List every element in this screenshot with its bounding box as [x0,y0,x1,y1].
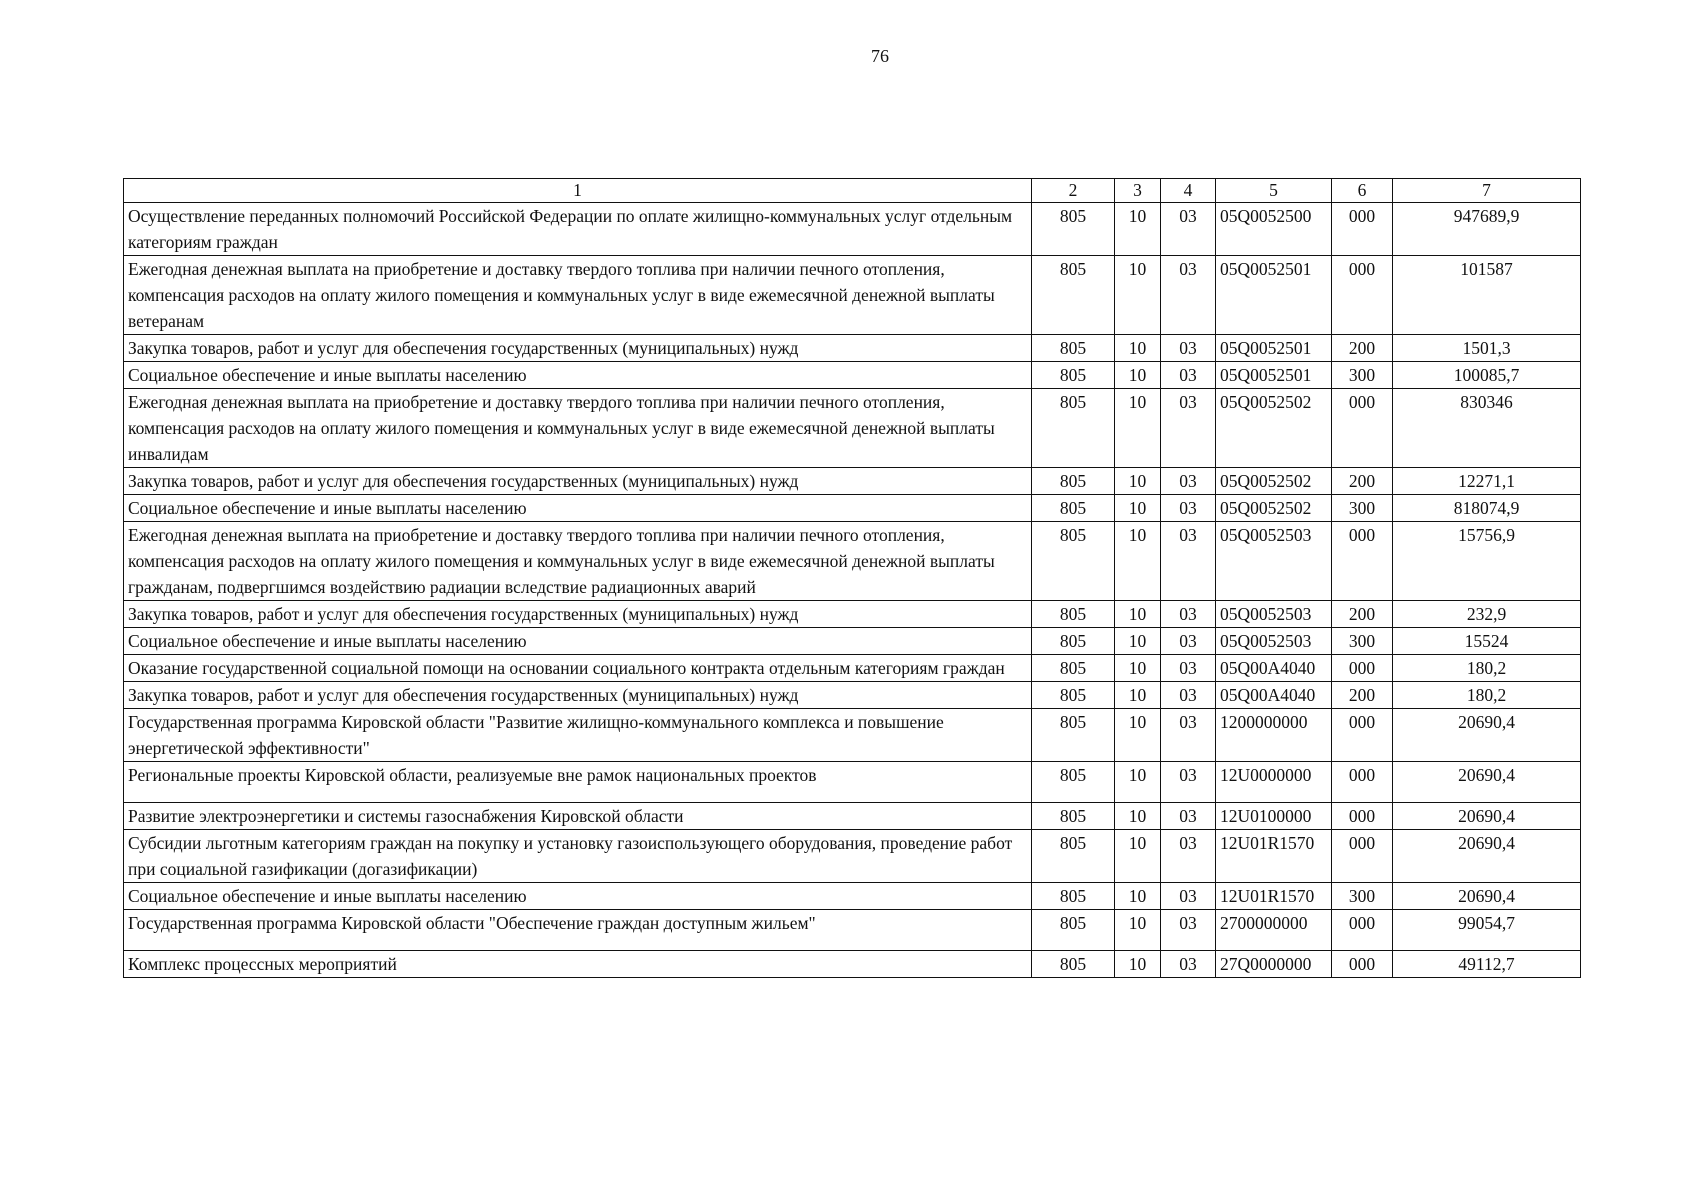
row-amount-cell: 20690,4 [1393,883,1581,910]
row-target-article-cell: 05Q0052503 [1216,522,1332,601]
table-row [124,682,1581,709]
row-admin-code-cell: 805 [1032,951,1115,978]
row-name-cell: Социальное обеспечение и иные выплаты населению [124,495,1032,522]
row-amount-cell: 15524 [1393,628,1581,655]
row-admin-code-cell: 805 [1032,830,1115,883]
table-row [124,468,1581,495]
row-expense-type-cell: 300 [1332,883,1393,910]
row-name-cell: Осуществление переданных полномочий Российской Федерации по оплате жилищно-коммунальных услуг отдельным категориям граждан [124,203,1032,256]
row-target-article-cell: 05Q0052502 [1216,468,1332,495]
row-name-cell: Государственная программа Кировской области "Обеспечение граждан доступным жильем" [124,910,1032,951]
row-expense-type-cell: 200 [1332,682,1393,709]
table-row [124,655,1581,682]
row-name-cell: Региональные проекты Кировской области, реализуемые вне рамок национальных проектов [124,762,1032,803]
row-section-cell: 10 [1115,628,1161,655]
row-subsection-cell: 03 [1161,830,1216,883]
row-target-article-cell: 05Q0052501 [1216,362,1332,389]
row-section-cell: 10 [1115,468,1161,495]
header-cell: 4 [1161,179,1216,203]
row-expense-type-cell: 000 [1332,803,1393,830]
row-amount-cell: 20690,4 [1393,709,1581,762]
row-subsection-cell: 03 [1161,468,1216,495]
row-amount-cell: 101587 [1393,256,1581,335]
row-section-cell: 10 [1115,709,1161,762]
row-target-article-cell: 05Q00A4040 [1216,682,1332,709]
table-row [124,203,1581,256]
row-name-cell: Государственная программа Кировской области "Развитие жилищно-коммунального комплекса и повышение энергетической эффективности" [124,709,1032,762]
row-expense-type-cell: 000 [1332,203,1393,256]
row-name-cell: Субсидии льготным категориям граждан на покупку и установку газоиспользующего оборудования, проведение работ при социальной газификации (догазификации) [124,830,1032,883]
row-admin-code-cell: 805 [1032,762,1115,803]
row-expense-type-cell: 000 [1332,709,1393,762]
row-name-cell: Комплекс процессных мероприятий [124,951,1032,978]
table-row [124,362,1581,389]
table-row [124,830,1581,883]
row-expense-type-cell: 300 [1332,628,1393,655]
row-subsection-cell: 03 [1161,951,1216,978]
row-section-cell: 10 [1115,495,1161,522]
row-target-article-cell: 12U01R1570 [1216,883,1332,910]
row-expense-type-cell: 300 [1332,362,1393,389]
row-section-cell: 10 [1115,910,1161,951]
row-subsection-cell: 03 [1161,362,1216,389]
header-cell: 5 [1216,179,1332,203]
row-expense-type-cell: 200 [1332,601,1393,628]
header-cell: 2 [1032,179,1115,203]
row-section-cell: 10 [1115,362,1161,389]
row-amount-cell: 818074,9 [1393,495,1581,522]
row-name-cell: Оказание государственной социальной помощи на основании социального контракта отдельным категориям граждан [124,655,1032,682]
row-expense-type-cell: 200 [1332,335,1393,362]
table-row [124,335,1581,362]
row-amount-cell: 100085,7 [1393,362,1581,389]
row-admin-code-cell: 805 [1032,362,1115,389]
row-expense-type-cell: 300 [1332,495,1393,522]
row-admin-code-cell: 805 [1032,335,1115,362]
table-row [124,495,1581,522]
row-name-cell: Социальное обеспечение и иные выплаты населению [124,362,1032,389]
row-amount-cell: 20690,4 [1393,830,1581,883]
row-section-cell: 10 [1115,389,1161,468]
row-expense-type-cell: 000 [1332,389,1393,468]
row-subsection-cell: 03 [1161,495,1216,522]
row-subsection-cell: 03 [1161,883,1216,910]
row-amount-cell: 15756,9 [1393,522,1581,601]
row-amount-cell: 232,9 [1393,601,1581,628]
row-amount-cell: 12271,1 [1393,468,1581,495]
row-admin-code-cell: 805 [1032,910,1115,951]
row-section-cell: 10 [1115,203,1161,256]
row-amount-cell: 20690,4 [1393,803,1581,830]
row-admin-code-cell: 805 [1032,709,1115,762]
row-expense-type-cell: 000 [1332,655,1393,682]
row-target-article-cell: 27Q0000000 [1216,951,1332,978]
row-amount-cell: 830346 [1393,389,1581,468]
header-cell: 3 [1115,179,1161,203]
row-amount-cell: 99054,7 [1393,910,1581,951]
row-admin-code-cell: 805 [1032,655,1115,682]
table-row [124,883,1581,910]
row-admin-code-cell: 805 [1032,203,1115,256]
table-row [124,910,1581,951]
row-amount-cell: 49112,7 [1393,951,1581,978]
row-subsection-cell: 03 [1161,389,1216,468]
row-section-cell: 10 [1115,830,1161,883]
table-row [124,389,1581,468]
row-section-cell: 10 [1115,803,1161,830]
header-cell: 6 [1332,179,1393,203]
row-section-cell: 10 [1115,256,1161,335]
row-subsection-cell: 03 [1161,335,1216,362]
row-expense-type-cell: 000 [1332,256,1393,335]
row-name-cell: Социальное обеспечение и иные выплаты населению [124,883,1032,910]
row-name-cell: Закупка товаров, работ и услуг для обеспечения государственных (муниципальных) нужд [124,468,1032,495]
table-row [124,951,1581,978]
row-name-cell: Закупка товаров, работ и услуг для обеспечения государственных (муниципальных) нужд [124,601,1032,628]
row-target-article-cell: 1200000000 [1216,709,1332,762]
row-admin-code-cell: 805 [1032,256,1115,335]
row-name-cell: Ежегодная денежная выплата на приобретение и доставку твердого топлива при наличии печного отопления, компенсация расходов на оплату жилого помещения и коммунальных услуг в виде ежемесячной денежной выплаты ветеранам [124,256,1032,335]
row-name-cell: Закупка товаров, работ и услуг для обеспечения государственных (муниципальных) нужд [124,335,1032,362]
row-name-cell: Социальное обеспечение и иные выплаты населению [124,628,1032,655]
row-section-cell: 10 [1115,951,1161,978]
row-section-cell: 10 [1115,682,1161,709]
table-row [124,709,1581,762]
row-subsection-cell: 03 [1161,655,1216,682]
row-admin-code-cell: 805 [1032,495,1115,522]
row-subsection-cell: 03 [1161,682,1216,709]
table-row [124,522,1581,601]
row-target-article-cell: 05Q0052502 [1216,389,1332,468]
row-name-cell: Закупка товаров, работ и услуг для обеспечения государственных (муниципальных) нужд [124,682,1032,709]
row-subsection-cell: 03 [1161,601,1216,628]
row-target-article-cell: 05Q0052503 [1216,628,1332,655]
row-admin-code-cell: 805 [1032,468,1115,495]
row-target-article-cell: 2700000000 [1216,910,1332,951]
row-admin-code-cell: 805 [1032,883,1115,910]
row-amount-cell: 1501,3 [1393,335,1581,362]
row-amount-cell: 180,2 [1393,682,1581,709]
row-amount-cell: 947689,9 [1393,203,1581,256]
row-name-cell: Ежегодная денежная выплата на приобретение и доставку твердого топлива при наличии печного отопления, компенсация расходов на оплату жилого помещения и коммунальных услуг в виде ежемесячной денежной выплаты гражданам, подвергшимся воздействию радиации вследствие радиационных аварий [124,522,1032,601]
row-name-cell: Развитие электроэнергетики и системы газоснабжения Кировской области [124,803,1032,830]
row-expense-type-cell: 000 [1332,951,1393,978]
header-row [124,179,1581,203]
row-target-article-cell: 12U01R1570 [1216,830,1332,883]
row-subsection-cell: 03 [1161,522,1216,601]
row-amount-cell: 20690,4 [1393,762,1581,803]
row-amount-cell: 180,2 [1393,655,1581,682]
row-expense-type-cell: 000 [1332,830,1393,883]
budget-table [123,178,1581,978]
table-row [124,628,1581,655]
row-expense-type-cell: 200 [1332,468,1393,495]
row-expense-type-cell: 000 [1332,762,1393,803]
row-subsection-cell: 03 [1161,803,1216,830]
row-subsection-cell: 03 [1161,256,1216,335]
row-admin-code-cell: 805 [1032,803,1115,830]
row-target-article-cell: 05Q0052501 [1216,335,1332,362]
row-admin-code-cell: 805 [1032,682,1115,709]
row-subsection-cell: 03 [1161,628,1216,655]
row-target-article-cell: 05Q0052501 [1216,256,1332,335]
row-admin-code-cell: 805 [1032,628,1115,655]
row-name-cell: Ежегодная денежная выплата на приобретение и доставку твердого топлива при наличии печного отопления, компенсация расходов на оплату жилого помещения и коммунальных услуг в виде ежемесячной денежной выплаты инвалидам [124,389,1032,468]
row-subsection-cell: 03 [1161,709,1216,762]
row-subsection-cell: 03 [1161,203,1216,256]
row-subsection-cell: 03 [1161,762,1216,803]
row-target-article-cell: 05Q0052500 [1216,203,1332,256]
row-target-article-cell: 05Q00A4040 [1216,655,1332,682]
row-target-article-cell: 05Q0052503 [1216,601,1332,628]
row-section-cell: 10 [1115,335,1161,362]
row-admin-code-cell: 805 [1032,522,1115,601]
row-target-article-cell: 12U0000000 [1216,762,1332,803]
table-row [124,803,1581,830]
row-subsection-cell: 03 [1161,910,1216,951]
row-section-cell: 10 [1115,655,1161,682]
page-number: 76 [871,46,889,66]
row-target-article-cell: 12U0100000 [1216,803,1332,830]
table-row [124,256,1581,335]
row-admin-code-cell: 805 [1032,601,1115,628]
row-target-article-cell: 05Q0052502 [1216,495,1332,522]
header-cell: 7 [1393,179,1581,203]
row-section-cell: 10 [1115,762,1161,803]
row-expense-type-cell: 000 [1332,522,1393,601]
table-row [124,601,1581,628]
row-expense-type-cell: 000 [1332,910,1393,951]
header-cell: 1 [124,179,1032,203]
row-section-cell: 10 [1115,522,1161,601]
row-admin-code-cell: 805 [1032,389,1115,468]
row-section-cell: 10 [1115,883,1161,910]
table-row [124,762,1581,803]
row-section-cell: 10 [1115,601,1161,628]
